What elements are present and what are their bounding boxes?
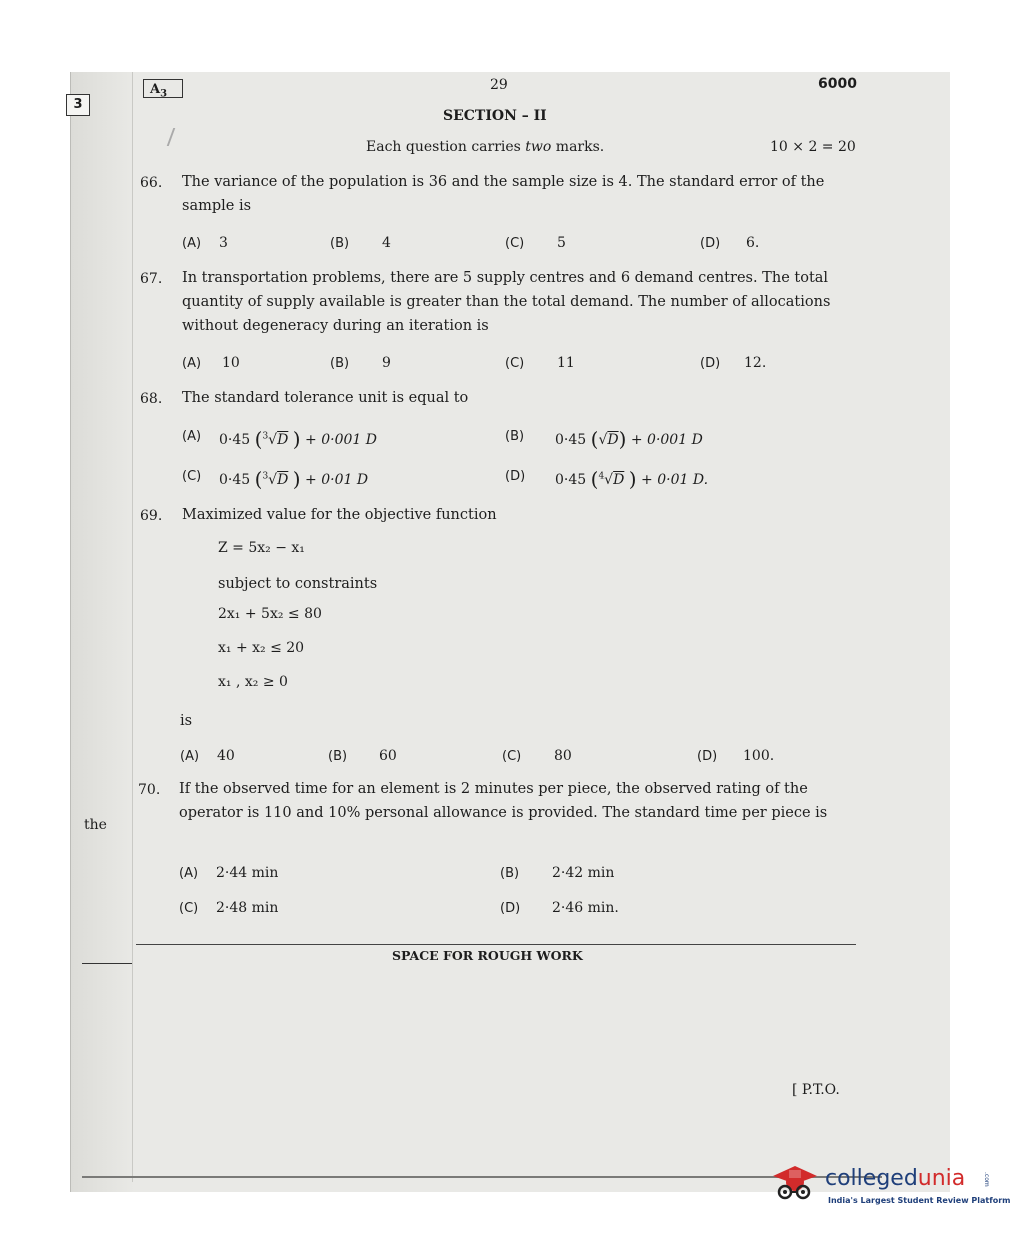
question-text: In transportation problems, there are 5 supply centres and 6 demand centres. The total quantity of supply available is greater than the total demand. The number of allocations without degeneracy during an iteration is <box>182 270 831 334</box>
option-label: (C) <box>505 236 525 251</box>
option-value: 40 <box>217 748 235 764</box>
option-value: 12. <box>744 355 767 371</box>
section-instruction: Each question carries two marks. <box>366 139 605 155</box>
option-label: (B) <box>500 866 520 881</box>
constraint: 2x₁ + 5x₂ ≤ 80 <box>218 606 322 622</box>
question-number: 69. <box>140 508 163 524</box>
previous-page-rule <box>82 963 132 964</box>
option-value: 11 <box>557 355 575 371</box>
question-number: 67. <box>140 271 163 287</box>
constraint: x₁ , x₂ ≥ 0 <box>218 674 288 690</box>
option-formula: 0·45 ($^3$√D ) + 0·01 D <box>219 467 369 491</box>
option-value: 3 <box>219 235 228 251</box>
series-code: 6000 <box>818 76 857 92</box>
booklet-code: $A_3$ <box>143 79 183 98</box>
option-label: (C) <box>505 356 525 371</box>
section-title: SECTION – II <box>443 108 547 124</box>
constraint: x₁ + x₂ ≤ 20 <box>218 640 305 656</box>
previous-page-word: the <box>84 817 107 833</box>
constraints-heading: subject to constraints <box>218 576 378 592</box>
option-value: 2·48 min <box>216 900 279 916</box>
option-value: 10 <box>222 355 240 371</box>
page-number: 29 <box>490 77 508 93</box>
objective-function: Z = 5x₂ − x₁ <box>218 540 305 556</box>
option-label: (A) <box>182 356 202 371</box>
option-formula: 0·45 (√D) + 0·001 D <box>555 427 703 451</box>
option-value: 4 <box>382 235 391 251</box>
collegedunia-domain: .com <box>983 1172 990 1187</box>
option-label: (B) <box>505 429 525 444</box>
previous-page-number: 3 <box>66 94 90 116</box>
option-label: (D) <box>700 236 721 251</box>
question-number: 70. <box>138 782 161 798</box>
page-bottom-edge <box>82 1176 882 1178</box>
option-label: (A) <box>179 866 199 881</box>
option-value: 9 <box>382 355 391 371</box>
question-number: 66. <box>140 175 163 191</box>
option-value: 80 <box>554 748 572 764</box>
question-text: If the observed time for an element is 2 minutes per piece, the observed rating of the operator is 110 and 10% personal allowance is provided. The standard time per piece is <box>179 781 828 821</box>
question-number: 68. <box>140 391 163 407</box>
question-text: Maximized value for the objective function <box>182 507 497 523</box>
option-formula: 0·45 ($^3$√D ) + 0·001 D <box>219 427 377 451</box>
binding-line <box>132 72 133 1182</box>
option-label: (D) <box>697 749 718 764</box>
option-label: (A) <box>182 236 202 251</box>
option-label: (A) <box>182 429 202 444</box>
option-value: 2·44 min <box>216 865 279 881</box>
option-value: 100. <box>743 748 775 764</box>
question-text: The standard tolerance unit is equal to <box>182 390 469 406</box>
option-value: 2·46 min. <box>552 900 619 916</box>
option-value: 6. <box>746 235 760 251</box>
section-marks: 10 × 2 = 20 <box>770 139 856 155</box>
rough-work-label: SPACE FOR ROUGH WORK <box>392 948 583 963</box>
collegedunia-wordmark: collegedunia <box>825 1166 966 1191</box>
option-label: (A) <box>180 749 200 764</box>
option-label: (B) <box>330 356 350 371</box>
option-label: (D) <box>505 469 526 484</box>
question-text: The variance of the population is 36 and the sample size is 4. The standard error of the sample is <box>182 174 825 214</box>
option-value: 5 <box>557 235 566 251</box>
page-gutter <box>70 72 135 1192</box>
collegedunia-tagline: India's Largest Student Review Platform <box>828 1196 1011 1205</box>
option-label: (C) <box>179 901 199 916</box>
option-value: 2·42 min <box>552 865 615 881</box>
option-label: (B) <box>330 236 350 251</box>
pto-label: [ P.T.O. <box>792 1082 840 1098</box>
option-value: 60 <box>379 748 397 764</box>
rough-work-divider <box>136 944 856 945</box>
option-label: (B) <box>328 749 348 764</box>
option-label: (C) <box>182 469 202 484</box>
option-label: (D) <box>700 356 721 371</box>
option-label: (D) <box>500 901 521 916</box>
emphasis: two <box>525 139 552 155</box>
collegedunia-logo-icon <box>769 1160 821 1202</box>
question-tail: is <box>180 713 193 729</box>
option-label: (C) <box>502 749 522 764</box>
option-formula: 0·45 ($^4$√D ) + 0·01 D. <box>555 467 709 491</box>
